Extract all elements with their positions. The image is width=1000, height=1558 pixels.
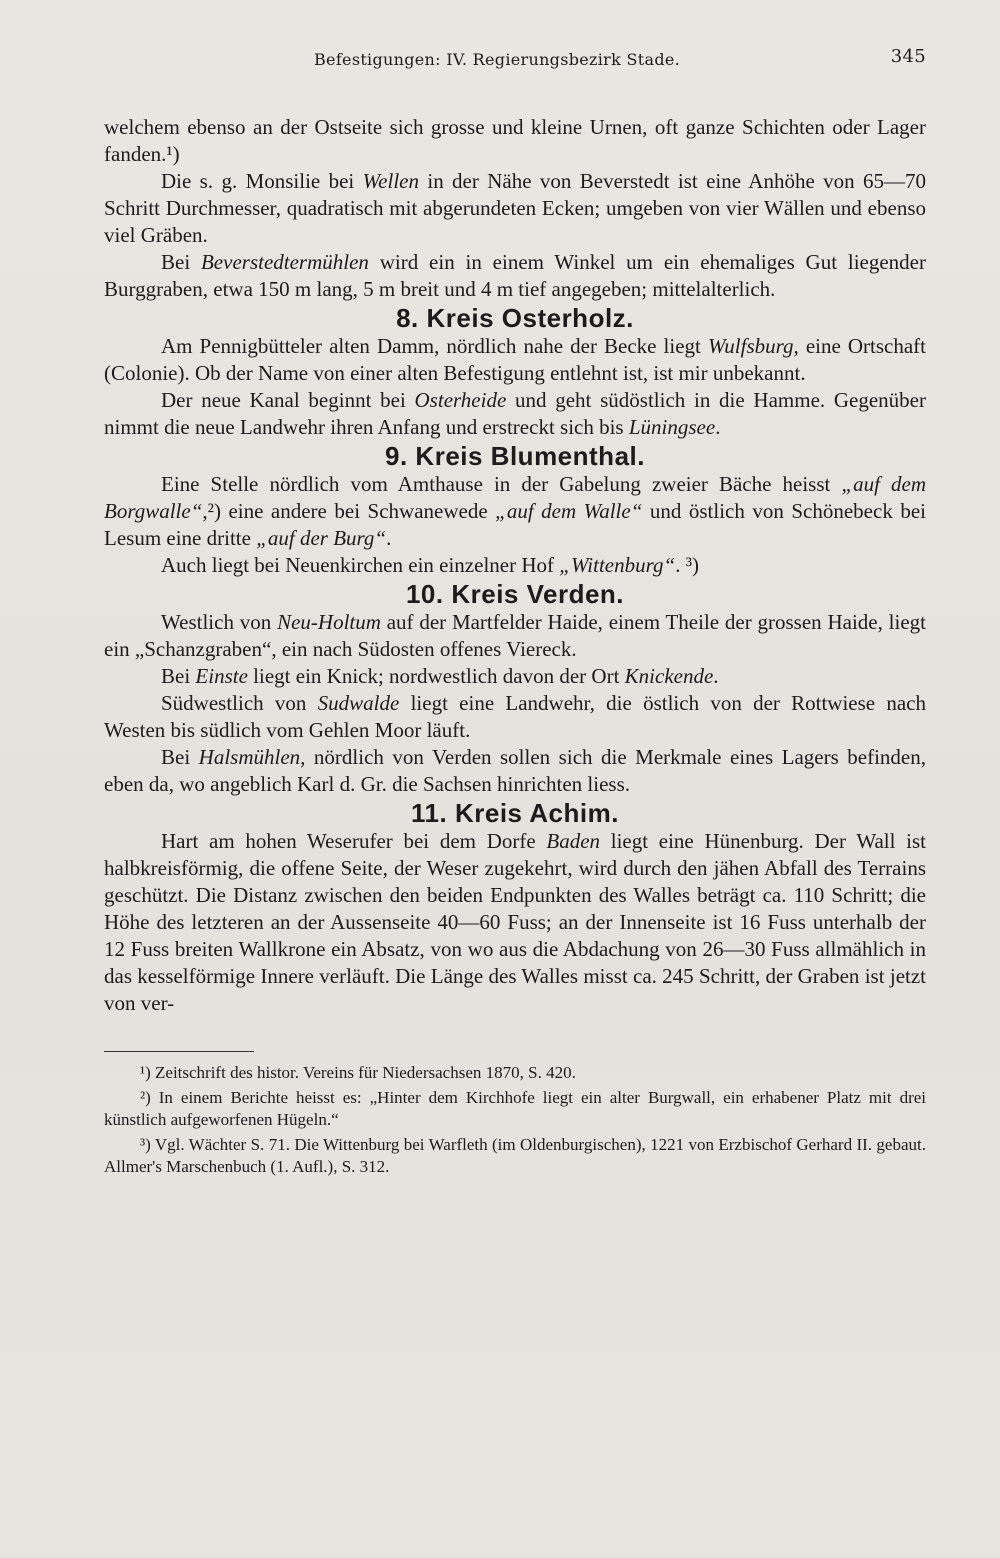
running-head-title: Befestigungen: IV. Regierungsbezirk Stade. bbox=[314, 50, 681, 69]
place-name: Beverstedtermühlen bbox=[200, 250, 369, 274]
place-name: Lüningsee bbox=[628, 415, 716, 439]
place-name: „auf der Burg“ bbox=[256, 526, 387, 550]
section-heading-osterholz: 8. Kreis Osterholz. bbox=[396, 303, 634, 333]
footnote-divider bbox=[104, 1051, 254, 1052]
section-blumenthal bbox=[104, 471, 926, 579]
section-achim bbox=[104, 828, 926, 1017]
place-name: Neu-Holtum bbox=[277, 610, 381, 634]
place-name: Baden bbox=[546, 829, 601, 853]
verden-paragraph-1: Westlich von Neu-Holtum auf der Martfelder Haide, einem Theile der grossen Haide, liegt ein „Schanzgraben“, ein nach Südosten offenes Viereck. bbox=[104, 610, 927, 661]
verden-paragraph-2: Bei Einste liegt ein Knick; nordwestlich davon der Ort Knickende. bbox=[161, 664, 719, 688]
footnote-3: ³) Vgl. Wächter S. 71. Die Wittenburg bei Warfleth (im Oldenburgischen), 1221 von Erzbischof Gerhard II. gebaut. Allmer's Marschenbuch (1. Aufl.), S. 312. bbox=[104, 1135, 926, 1176]
place-name: „auf dem Borgwalle“ bbox=[104, 472, 927, 523]
blumenthal-paragraph-1: Eine Stelle nördlich vom Amthause in der Gabelung zweier Bäche heisst „auf dem Borgwalle“,²) eine andere bei Schwanewede „auf dem Walle“ und östlich von Schönebeck bei Lesum eine dritte „auf der Burg“. bbox=[104, 472, 927, 550]
place-name: Wulfsburg, bbox=[707, 334, 799, 358]
footnote-2: ²) In einem Berichte heisst es: „Hinter dem Kirchhofe liegt ein alter Burgwall, ein erhabener Platz mit drei künstlich aufgeworfenen Hügeln.“ bbox=[104, 1088, 926, 1129]
intro-section bbox=[104, 114, 926, 303]
running-head bbox=[104, 44, 926, 74]
section-osterholz bbox=[104, 333, 926, 441]
place-name: Halsmühlen bbox=[198, 745, 301, 769]
osterholz-paragraph-2: Der neue Kanal beginnt bei Osterheide und geht südöstlich in die Hamme. Gegenüber nimmt die neue Landwehr ihren Anfang und erstreckt sich bis Lüningsee. bbox=[104, 388, 926, 439]
intro-paragraph-2: Die s. g. Monsilie bei Wellen in der Nähe von Beverstedt ist eine Anhöhe von 65—70 Schritt Durchmesser, quadratisch mit abgerundeten Ecken; umgeben von vier Wällen und ebenso viel Gräben. bbox=[104, 169, 926, 247]
place-name: Einste bbox=[195, 664, 248, 688]
verden-paragraph-4: Bei Halsmühlen, nördlich von Verden sollen sich die Merkmale eines Lagers befinden, eben da, wo angeblich Karl d. Gr. die Sachsen hinrichten liess. bbox=[104, 745, 926, 796]
place-name: „Wittenburg“ bbox=[559, 553, 676, 577]
place-name: Wellen bbox=[362, 169, 419, 193]
intro-paragraph-3: Bei Beverstedtermühlen wird ein in einem Winkel um ein ehemaliges Gut liegender Burggraben, etwa 150 m lang, 5 m breit und 4 m tief angegeben; mittelalterlich. bbox=[104, 250, 926, 301]
place-name: Osterheide bbox=[414, 388, 507, 412]
place-name: Sudwalde bbox=[317, 691, 400, 715]
section-heading-blumenthal: 9. Kreis Blumenthal. bbox=[385, 441, 645, 471]
section-verden bbox=[104, 609, 926, 798]
intro-paragraph-1: welchem ebenso an der Ostseite sich grosse und kleine Urnen, oft ganze Schichten oder Lager fanden.¹) bbox=[104, 115, 926, 166]
place-name: „auf dem Walle“ bbox=[495, 499, 643, 523]
place-name: Knickende bbox=[624, 664, 714, 688]
section-heading-verden: 10. Kreis Verden. bbox=[405, 579, 625, 609]
page-number: 345 bbox=[890, 46, 926, 67]
footnotes bbox=[104, 1062, 926, 1178]
achim-paragraph-1: Hart am hohen Weserufer bei dem Dorfe Baden liegt eine Hünenburg. Der Wall ist halbkreisförmig, die offene Seite, der Weser zugekehrt, wird durch den jähen Abfall des Terrains geschützt. Die Distanz zwischen den beiden Endpunkten des Walles beträgt ca. 110 Schritt; die Höhe des letzteren an der Aussenseite 40—60 Fuss; an der Innenseite ist 16 Fuss unterhalb der 12 Fuss breiten Wallkrone ein Absatz, von wo aus die Abdachung von 26—30 Fuss allmählich in das kesselförmige Innere verläuft. Die Länge des Walles misst ca. 245 Schritt, der Graben ist jetzt von ver- bbox=[104, 829, 926, 1015]
osterholz-paragraph-1: Am Pennigbütteler alten Damm, nördlich nahe der Becke liegt Wulfsburg, eine Ortschaft (Colonie). Ob der Name von einer alten Befestigung entlehnt ist, ist mir unbekannt. bbox=[104, 334, 926, 385]
blumenthal-paragraph-2: Auch liegt bei Neuenkirchen ein einzelner Hof „Wittenburg“. ³) bbox=[161, 553, 699, 577]
verden-paragraph-3: Südwestlich von Sudwalde liegt eine Landwehr, die östlich von der Rottwiese nach Westen bis südlich vom Gehlen Moor läuft. bbox=[104, 691, 927, 742]
footnote-1: ¹) Zeitschrift des histor. Vereins für Niedersachsen 1870, S. 420. bbox=[140, 1063, 576, 1082]
section-heading-achim: 11. Kreis Achim. bbox=[411, 798, 619, 828]
